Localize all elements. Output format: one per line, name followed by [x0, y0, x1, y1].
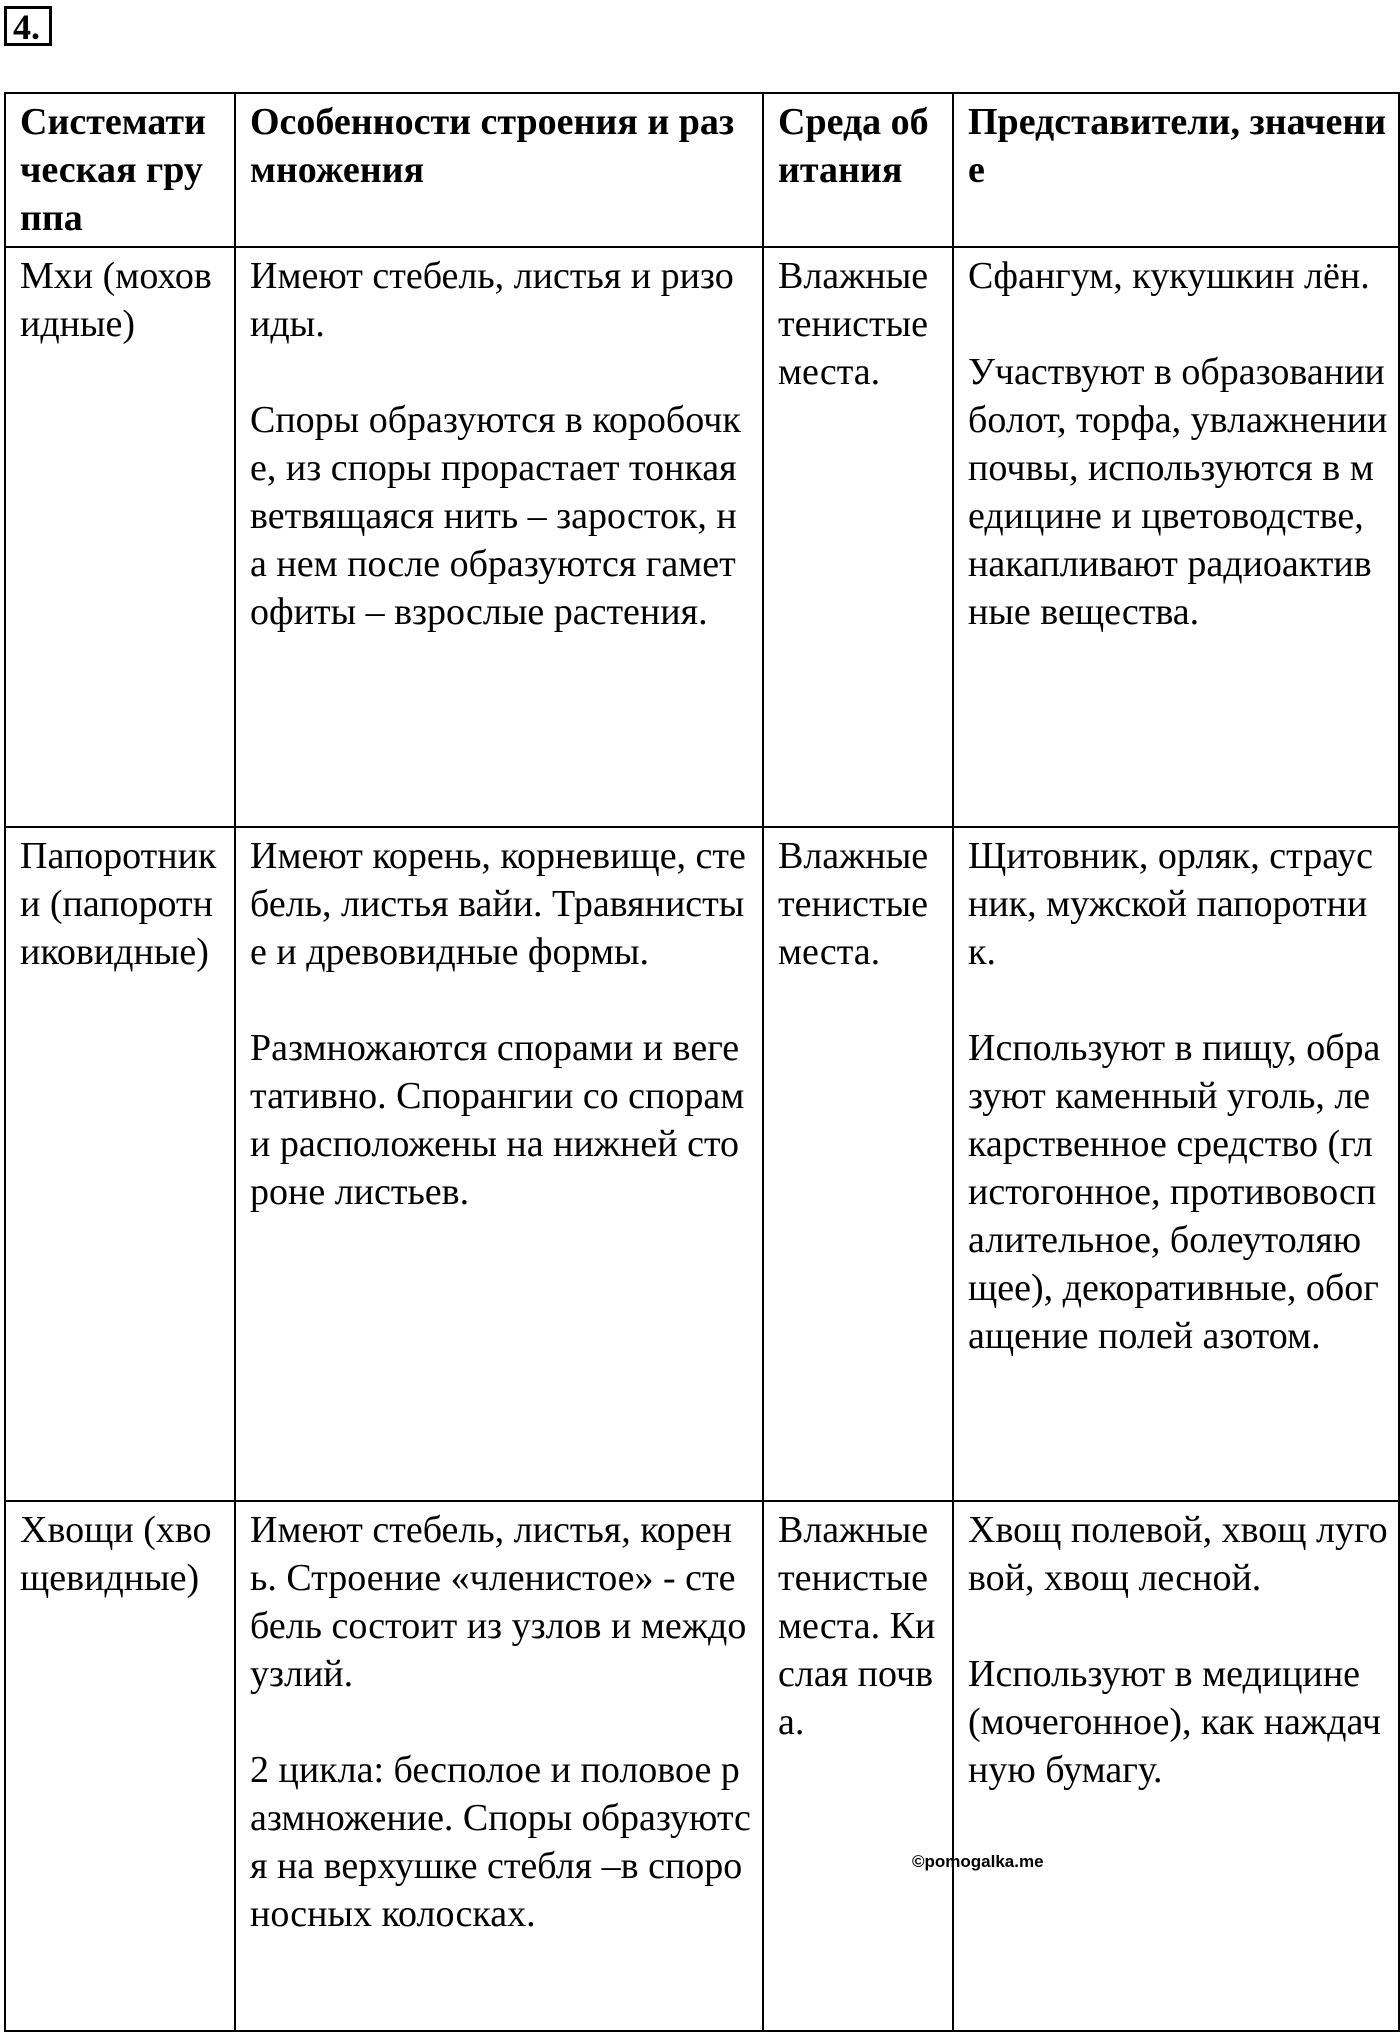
cell-structure	[235, 1501, 763, 2031]
structure-paragraph: Имеют корень, корневище, стебель, листья вайи. Травянистые и древовидные формы.	[250, 835, 746, 973]
table-header-row	[5, 93, 1399, 247]
cell-habitat	[763, 247, 953, 827]
representatives-paragraph: Хвощ полевой, хвощ луговой, хвощ лесной.	[968, 1509, 1388, 1599]
table-row	[5, 247, 1399, 827]
significance-paragraph: Используют в пищу, образуют каменный уголь, лекарственное средство (глистогонное, противовоспалительное, болеутоляющее), декоративные, обогащение полей азотом.	[968, 1027, 1381, 1357]
cell-group	[5, 247, 235, 827]
group-name: Хвощи (хвощевидные)	[20, 1509, 212, 1599]
habitat-text: Влажные тенистые места.	[778, 835, 929, 973]
header-habitat: Среда обитания	[763, 93, 953, 247]
cell-habitat	[763, 827, 953, 1501]
habitat-text: Влажные тенистые места. Кислая почва.	[778, 1509, 936, 1743]
representatives-paragraph: Щитовник, орляк, страусник, мужской папоротник.	[968, 835, 1373, 973]
group-name: Папоротники (папоротниковидные)	[20, 835, 217, 973]
cell-group	[5, 1501, 235, 2031]
representatives-paragraph: Сфангум, кукушкин лён.	[968, 255, 1370, 297]
structure-paragraph: Споры образуются в коробочке, из споры прорастает тонкая ветвящаяся нить – заросток, на нем после образуются гаметофиты – взрослые растения.	[250, 399, 741, 633]
cell-structure	[235, 827, 763, 1501]
header-systematic-group: Систематическая группа	[5, 93, 235, 247]
watermark: ©pomogalka.me	[912, 1852, 1044, 1871]
cell-group	[5, 827, 235, 1501]
structure-paragraph: Имеют стебель, листья, корень. Строение «членистое» - стебель состоит из узлов и междоузлий.	[250, 1509, 747, 1695]
significance-paragraph: Используют в медицине (мочегонное), как наждачную бумагу.	[968, 1653, 1381, 1791]
structure-paragraph: 2 цикла: бесполое и половое размножение. Споры образуются на верхушке стебля –в спороносных колосках.	[250, 1749, 751, 1935]
cell-habitat	[763, 1501, 953, 2031]
header-structure: Особенности строения и размножения	[235, 93, 763, 247]
header-representatives: Представители, значение	[953, 93, 1399, 247]
table-row	[5, 1501, 1399, 2031]
cell-representatives	[953, 1501, 1399, 2031]
structure-paragraph: Размножаются спорами и вегетативно. Спорангии со спорами расположены на нижней стороне листьев.	[250, 1027, 745, 1213]
task-number: 4.	[4, 6, 52, 46]
cell-representatives	[953, 827, 1399, 1501]
cell-structure	[235, 247, 763, 827]
table-row	[5, 827, 1399, 1501]
plants-table	[4, 92, 1400, 2032]
cell-representatives	[953, 247, 1399, 827]
habitat-text: Влажные тенистые места.	[778, 255, 929, 393]
significance-paragraph: Участвуют в образовании болот, торфа, увлажнении почвы, используются в медицине и цветоводстве, накапливают радиоактивные вещества.	[968, 351, 1388, 633]
plants-table-container	[4, 92, 1398, 2032]
group-name: Мхи (моховидные)	[20, 255, 212, 345]
structure-paragraph: Имеют стебель, листья и ризоиды.	[250, 255, 734, 345]
